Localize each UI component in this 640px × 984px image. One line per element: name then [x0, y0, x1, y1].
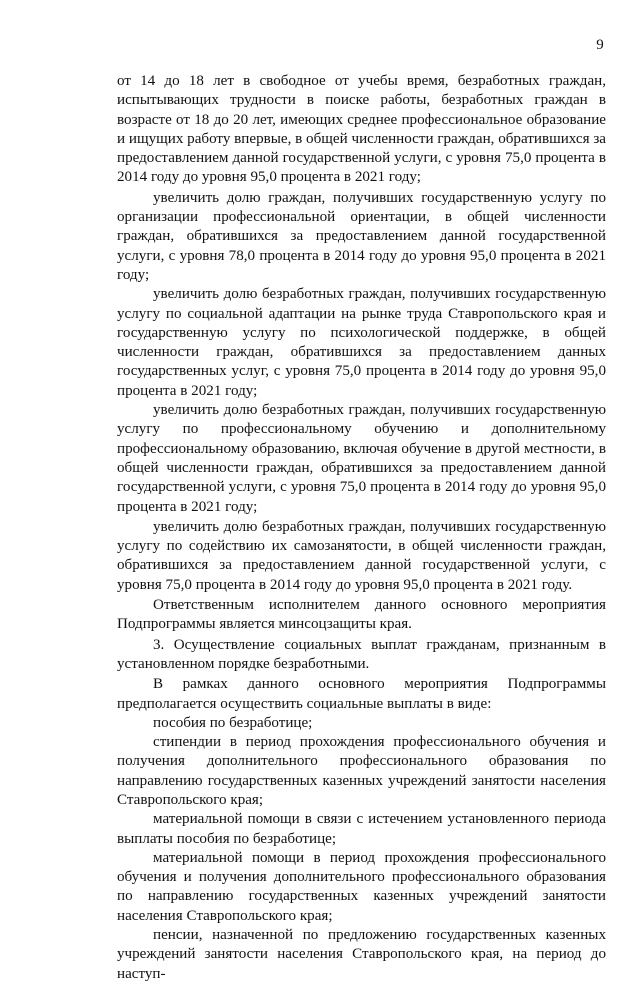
list-item: стипендии в период прохождения профессионального обучения и получения дополнительного профессионального образования по направлению государственных казенных учреждений занятости населения Ставропольского края;	[117, 734, 606, 808]
paragraph: увеличить долю безработных граждан, получивших государственную услугу по содействию их самозанятости, в общей численности граждан, обратившихся за предоставлением данной государственной услуги, с уровня 75,0 процента в 2014 году до уровня 95,0 процента в 2021 году.	[117, 518, 606, 593]
paragraph: увеличить долю граждан, получивших государственную услугу по организации профессиональной ориентации, в общей численности граждан, обратившихся за предоставлением данной государственной услуги, с уровня 78,0 процента в 2014 году до уровня 95,0 процента в 2021 году;	[117, 189, 606, 283]
list-item: материальной помощи в период прохождения профессионального обучения и получения дополнительного профессионального образования по направлению государственных казенных учреждений занятости населения Ставропольского края;	[117, 849, 606, 924]
paragraph: увеличить долю безработных граждан, получивших государственную услугу по социальной адаптации на рынке труда Ставропольского края и государственную услугу по психологической поддержке, в общей численности граждан, обратившихся за предоставлением данных государственных услуг, с уровня 75,0 процента в 2014 году до уровня 95,0 процента в 2021 году;	[117, 286, 606, 399]
list-item: пособия по безработице;	[153, 714, 313, 731]
list-item: материальной помощи в связи с истечением установленного периода выплаты пособия по безработице;	[117, 811, 606, 847]
document-body	[117, 72, 606, 984]
section-heading: 3. Осуществление социальных выплат гражданам, признанным в установленном порядке безработными.	[117, 636, 606, 672]
page-number: 9	[596, 37, 604, 53]
paragraph: от 14 до 18 лет в свободное от учебы время, безработных граждан, испытывающих трудности в поиске работы, безработных граждан в возрасте от 18 до 20 лет, имеющих среднее профессиональное образование и ищущих работу впервые, в общей численности граждан, обратившихся за предоставлением данной государственной услуги, с уровня 75,0 процента в 2014 году до уровня 95,0 процента в 2021 году;	[117, 73, 606, 186]
list-item: пенсии, назначенной по предложению государственных казенных учреждений занятости населения Ставропольского края, на период до наступ-	[117, 927, 606, 982]
paragraph: увеличить долю безработных граждан, получивших государственную услугу по профессиональному обучению и дополнительному профессиональному образованию, включая обучение в другой местности, в общей численности граждан, обратившихся за предоставлением данной государственной услуги, с уровня 75,0 процента в 2014 году до уровня 95,0 процента в 2021 году;	[117, 402, 606, 515]
paragraph: Ответственным исполнителем данного основного мероприятия Подпрограммы является минсоцзащиты края.	[117, 597, 606, 633]
paragraph: В рамках данного основного мероприятия Подпрограммы предполагается осуществить социальные выплаты в виде:	[117, 676, 606, 712]
